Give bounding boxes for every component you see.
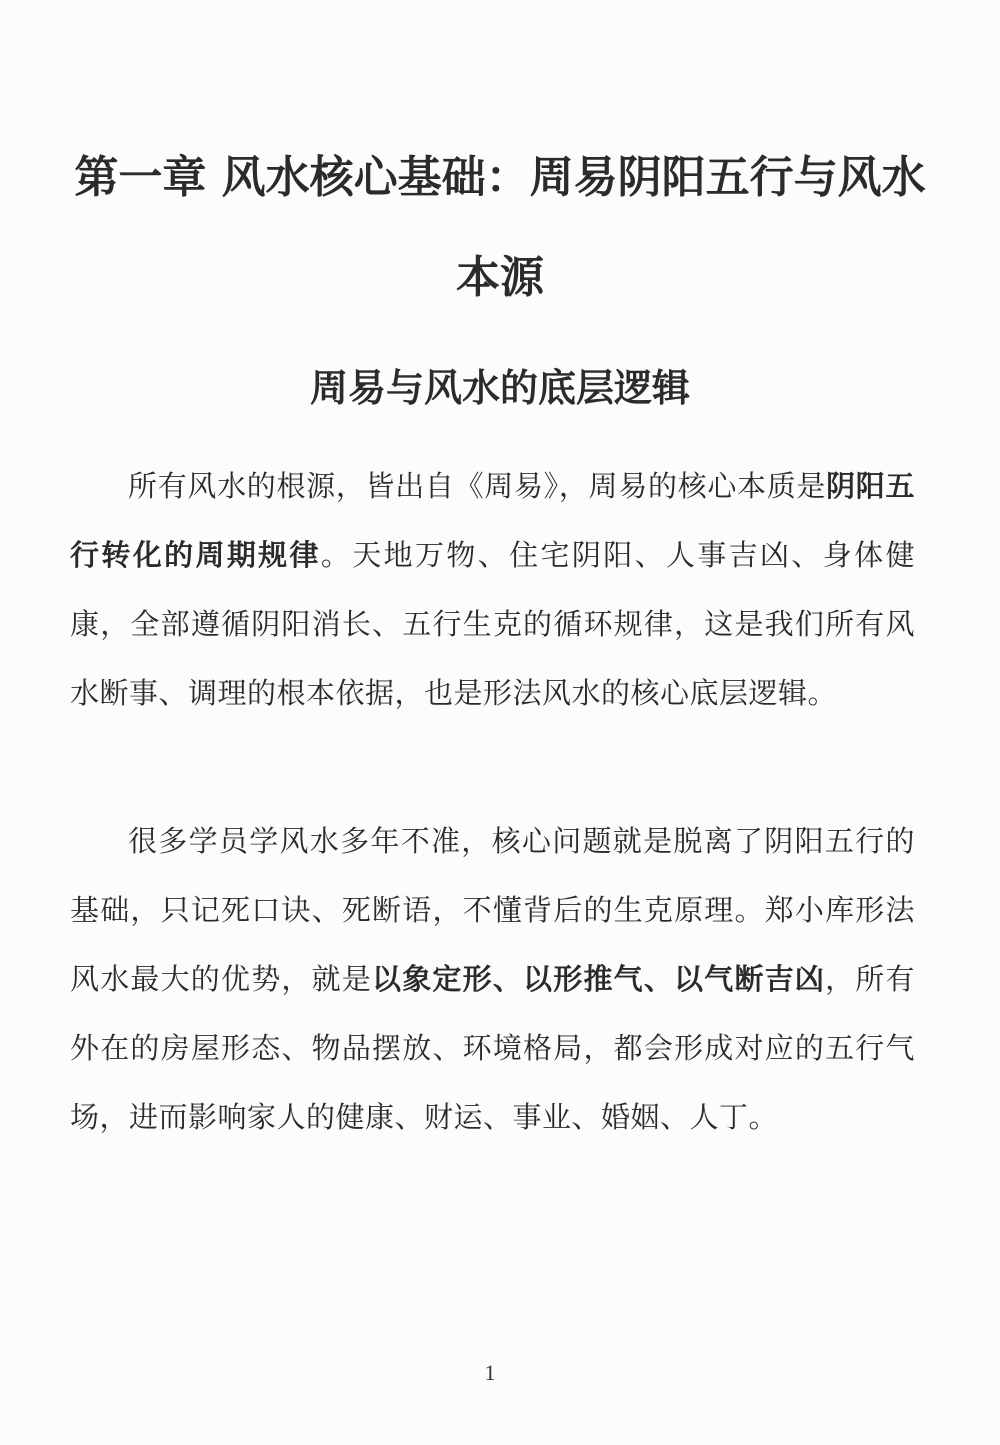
paragraph-2 bbox=[70, 807, 915, 1152]
page-number: 1 bbox=[484, 1360, 496, 1385]
paragraph-2-text-b: ，所有外在的房屋形态、物品摆放、环境格局，都会形成对应的五行气场，进而影响家人的健康、财运、事业、婚姻、人丁。 bbox=[70, 962, 915, 1134]
chapter-title: 第一章 风水核心基础：周易阴阳五行与风水本源 bbox=[74, 152, 926, 303]
paragraph-1-text-b: 。天地万物、住宅阴阳、人事吉凶、身体健康，全部遵循阴阳消长、五行生克的循环规律，这是我们所有风水断事、调理的根本依据，也是形法风水的核心底层逻辑。 bbox=[70, 538, 915, 710]
paragraph-2-bold-a: 以象定形、以形推气、以气断吉凶 bbox=[372, 962, 826, 996]
section-title: 周易与风水的底层逻辑 bbox=[309, 366, 690, 410]
paragraph-1 bbox=[70, 452, 915, 728]
paragraph-2-text-a: 很多学员学风水多年不准，核心问题就是脱离了阴阳五行的基础，只记死口诀、死断语，不懂背后的生克原理。郑小库形法风水最大的优势，就是 bbox=[70, 824, 915, 996]
paragraph-1-text-a: 所有风水的根源，皆出自《周易》，周易的核心本质是 bbox=[128, 469, 827, 503]
paragraph-1-bold-a: 阴阳五行转化的周期规律 bbox=[70, 469, 915, 572]
